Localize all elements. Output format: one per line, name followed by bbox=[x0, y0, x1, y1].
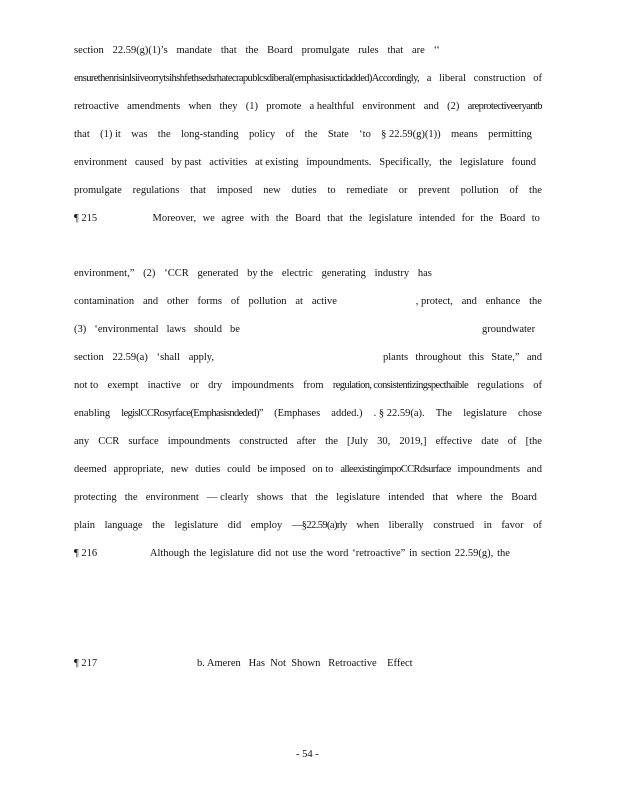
section-heading: b. Ameren Has Not Shown Retroactive Effect bbox=[197, 658, 413, 669]
text-line: that (1) it was the long-standing policy of the State ‘to § 22.59(g)(1)) means permitting bbox=[74, 129, 532, 140]
text-line: (3) ‘environmental laws should be bbox=[74, 324, 240, 335]
paragraph-number: ¶ 216 bbox=[74, 548, 98, 559]
paragraph-number: ¶ 217 bbox=[74, 658, 98, 669]
text-line: any CCR surface impoundments constructed after the [July 30, 2019,] effective date of [the bbox=[74, 436, 542, 447]
text-line: promulgate regulations that imposed new duties to remediate or prevent pollution of the bbox=[74, 185, 542, 196]
paragraph-215-line: ¶ 215 Moreover, we agree with the Board that the legislature intended for the Board to bbox=[74, 213, 540, 224]
text-line: enabling legislCCRosyrface(Emphasisndeded)” (Emphases added.) . § 22.59(a). The legislature chose bbox=[74, 408, 542, 419]
paragraph-number: ¶ 215 bbox=[74, 213, 98, 224]
text-line: not to exempt inactive or dry impoundments from regulation, consistentizingspecthaible regulations of bbox=[74, 380, 542, 391]
text-line: ensurethenrisinlsiiveorrytsihshfethsedsrhatecrapublcsdiberal(emphasisuctidadded)Accordingly, a liberal construction of bbox=[74, 73, 542, 84]
text-line: environment caused by past activities at existing impoundments. Specifically, the legislature found bbox=[74, 157, 536, 168]
text-line: contamination and other forms of pollution at active , protect, and enhance the bbox=[74, 296, 542, 307]
text-line: plain language the legislature did employ —§22.59(a)rly when liberally construed in favor of bbox=[74, 520, 542, 531]
text-line: protecting the environment — clearly shows that the legislature intended that where the Board bbox=[74, 492, 537, 503]
text-fragment: plants throughout this State,” and bbox=[383, 352, 542, 363]
page-number: - 54 - bbox=[296, 749, 319, 760]
text-line: environment,” (2) ‘CCR generated by the electric generating industry has bbox=[74, 268, 432, 279]
text-fragment: groundwater bbox=[482, 324, 536, 335]
text-line: deemed appropriate, new duties could be imposed on to alleexistingimpoCCRdsurface impoundments and bbox=[74, 464, 542, 475]
text-line: section 22.59(a) ‘shall apply, bbox=[74, 352, 214, 363]
text-line: retroactive amendments when they (1) promote a healthful environment and (2) areprotectiveeryantb bbox=[74, 101, 542, 112]
paragraph-216-line: ¶ 216 Although the legislature did not use the word ‘retroactive” in section 22.59(g), the bbox=[74, 548, 510, 559]
text-line: section 22.59(g)(1)’s mandate that the Board promulgate rules that are ‘‘ bbox=[74, 45, 440, 56]
